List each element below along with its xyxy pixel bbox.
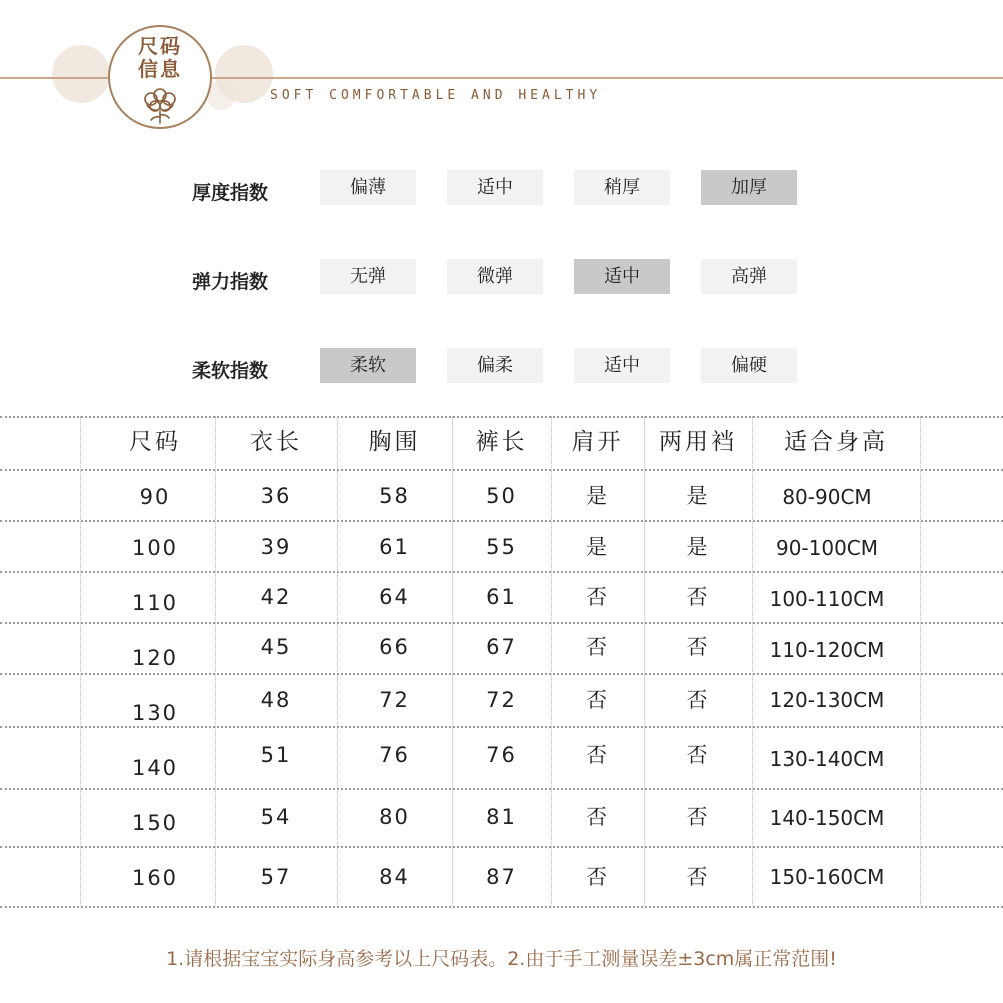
attribute-option: 稍厚: [574, 170, 670, 205]
table-cell: 是: [686, 484, 710, 508]
table-cell: 否: [586, 635, 609, 659]
column-header: 裤长: [475, 429, 528, 455]
table-cell: 160: [131, 866, 179, 890]
table-cell: 54: [260, 805, 292, 829]
attribute-row-elasticity: [0, 259, 1003, 295]
column-header: 胸围: [368, 429, 421, 455]
attribute-option: 适中: [574, 348, 670, 383]
column-header: 两用裆: [659, 429, 737, 455]
table-cell: 100-110CM: [769, 587, 885, 611]
attribute-option: 偏薄: [320, 170, 416, 205]
attribute-label: 柔软指数: [192, 360, 269, 382]
table-divider: [80, 416, 81, 906]
column-header: 尺码: [129, 429, 181, 455]
size-info-badge: [108, 25, 212, 129]
table-cell: 50: [486, 484, 517, 508]
attribute-option: 偏柔: [447, 348, 543, 383]
table-cell: 80: [379, 805, 410, 829]
column-header: 肩开: [571, 429, 624, 455]
attribute-option: 高弹: [701, 259, 797, 294]
footnote: 1.请根据宝宝实际身高参考以上尺码表。2.由于手工测量误差±3cm属正常范围!: [166, 948, 837, 970]
decor-circle: [52, 45, 110, 103]
cotton-icon: [137, 83, 183, 125]
table-cell: 72: [486, 688, 517, 712]
table-cell: 否: [586, 743, 609, 767]
attribute-label: 厚度指数: [192, 182, 269, 204]
attribute-option: 微弹: [447, 259, 543, 294]
slogan: SOFT COMFORTABLE AND HEALTHY: [270, 88, 602, 103]
column-header: 适合身高: [784, 429, 888, 455]
table-cell: 51: [260, 743, 292, 767]
table-cell: 81: [486, 805, 517, 829]
table-cell: 110: [131, 591, 179, 615]
table-rule: [0, 906, 1003, 908]
attribute-row-softness: [0, 348, 1003, 384]
table-cell: 84: [379, 865, 410, 889]
table-cell: 76: [486, 743, 517, 767]
table-cell: 120: [131, 646, 179, 670]
table-cell: 否: [686, 585, 710, 609]
table-cell: 否: [586, 688, 609, 712]
table-divider: [920, 416, 921, 906]
table-cell: 130: [131, 701, 179, 725]
attribute-option: 适中: [574, 259, 670, 294]
table-cell: 130-140CM: [769, 747, 885, 771]
table-cell: 61: [486, 585, 517, 609]
table-cell: 67: [486, 635, 517, 659]
table-cell: 76: [379, 743, 410, 767]
table-cell: 48: [260, 688, 292, 712]
table-cell: 80-90CM: [782, 485, 872, 509]
header: [0, 0, 1003, 140]
table-cell: 72: [379, 688, 410, 712]
table-cell: 45: [260, 635, 292, 659]
table-cell: 64: [379, 585, 410, 609]
table-cell: 否: [586, 585, 609, 609]
table-cell: 36: [260, 484, 292, 508]
table-cell: 否: [686, 688, 710, 712]
table-cell: 否: [686, 865, 710, 889]
table-cell: 是: [586, 484, 609, 508]
table-cell: 90-100CM: [775, 536, 879, 560]
attribute-option: 柔软: [320, 348, 416, 383]
table-cell: 110-120CM: [769, 638, 885, 662]
attribute-option: 偏硬: [701, 348, 797, 383]
table-cell: 是: [686, 535, 710, 559]
table-cell: 否: [686, 743, 710, 767]
table-cell: 否: [586, 805, 609, 829]
table-cell: 是: [586, 535, 609, 559]
badge-title-line2: 信息: [138, 57, 182, 81]
attribute-label: 弹力指数: [192, 271, 269, 293]
table-cell: 57: [260, 865, 292, 889]
attribute-option: 无弹: [320, 259, 416, 294]
badge-title-line1: 尺码: [138, 34, 182, 58]
table-cell: 90: [139, 485, 171, 509]
table-cell: 否: [586, 865, 609, 889]
attribute-row-thickness: [0, 170, 1003, 206]
table-cell: 42: [260, 585, 292, 609]
table-cell: 否: [686, 805, 710, 829]
table-cell: 66: [379, 635, 410, 659]
table-cell: 140-150CM: [769, 806, 885, 830]
table-cell: 87: [486, 865, 517, 889]
table-cell: 140: [131, 756, 179, 780]
table-cell: 否: [686, 635, 710, 659]
attribute-option: 加厚: [701, 170, 797, 205]
table-cell: 120-130CM: [769, 688, 885, 712]
attribute-option: 适中: [447, 170, 543, 205]
table-cell: 55: [486, 535, 517, 559]
table-cell: 39: [260, 535, 292, 559]
column-header: 衣长: [250, 429, 302, 455]
table-cell: 58: [379, 484, 410, 508]
table-cell: 150-160CM: [769, 865, 885, 889]
table-cell: 150: [131, 811, 179, 835]
table-cell: 100: [131, 536, 179, 560]
table-cell: 61: [379, 535, 410, 559]
